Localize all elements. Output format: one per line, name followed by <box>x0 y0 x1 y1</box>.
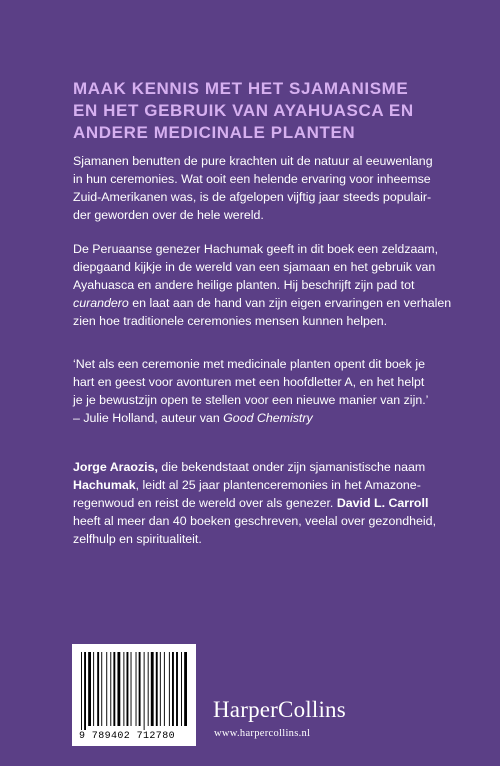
quote-line: je je bewustzijn open te stellen voor een nieuwe manier van zijn.’ <box>73 393 429 407</box>
text-line: der geworden over de hele wereld. <box>73 208 264 222</box>
text-fragment: , leidt al 25 jaar plantenceremonies in het Amazone- <box>135 478 421 492</box>
text-line <box>73 458 453 476</box>
attribution-prefix: – Julie Holland, auteur van <box>73 411 224 425</box>
coauthor-name: David L. Carroll <box>336 496 429 510</box>
text-line: diepgaand kijkje in de wereld van een sjamaan en het gebruik van <box>73 260 436 274</box>
text-line <box>73 494 453 512</box>
text-line: in hun ceremonies. Wat ooit een helende ervaring voor inheemse <box>73 172 431 186</box>
text-line <box>73 476 453 494</box>
text-line: zien hoe traditionele ceremonies mensen kunnen helpen. <box>73 314 388 328</box>
author-name: Jorge Araozis, <box>73 460 158 474</box>
headline-line: ANDERE MEDICINALE PLANTEN <box>73 123 356 142</box>
text-line: Zuid-Amerikanen was, is de afgelopen vijftig jaar steeds populair- <box>73 190 432 204</box>
publisher-logo: HarperCollins <box>213 697 346 722</box>
text-line: Ayahuasca en andere heilige planten. Hij beschrijft zijn pad tot <box>73 278 415 292</box>
isbn-barcode <box>72 644 196 746</box>
text-line: zelfhulp en spiritualiteit. <box>73 532 202 546</box>
quote-line: hart en geest voor avonturen met een hoofdletter A, en het helpt <box>73 375 425 389</box>
curandero-term: curandero <box>73 296 129 310</box>
text-line <box>73 294 453 312</box>
barcode-icon <box>79 652 189 730</box>
text-line: heeft al meer dan 40 boeken geschreven, veelal over gezondheid, <box>73 514 437 528</box>
publisher-website: www.harpercollins.nl <box>214 728 311 739</box>
description-paragraph <box>73 240 453 330</box>
intro-paragraph <box>73 152 453 224</box>
quote-attribution <box>73 409 453 427</box>
text-fragment: die bekendstaat onder zijn sjamanistische naam <box>157 460 426 474</box>
author-bio <box>73 458 453 548</box>
isbn-number: 9 789402 712780 <box>79 731 176 742</box>
endorsement-quote <box>73 355 453 427</box>
text-fragment: en laat aan de hand van zijn eigen ervaringen en verhalen <box>128 296 452 310</box>
headline-line: EN HET GEBRUIK VAN AYAHUASCA EN <box>73 101 414 120</box>
text-line: De Peruaanse genezer Hachumak geeft in dit boek een zeldzaam, <box>73 242 439 256</box>
back-cover-headline <box>73 78 473 144</box>
author-alias: Hachumak <box>73 478 136 492</box>
text-line: Sjamanen benutten de pure krachten uit de natuur al eeuwenlang <box>73 154 433 168</box>
quote-line: ‘Net als een ceremonie met medicinale planten opent dit boek je <box>73 357 425 371</box>
text-fragment: regenwoud en reist de wereld over als genezer. <box>73 496 337 510</box>
headline-line: MAAK KENNIS MET HET SJAMANISME <box>73 79 409 98</box>
book-title: Good Chemistry <box>223 411 313 425</box>
